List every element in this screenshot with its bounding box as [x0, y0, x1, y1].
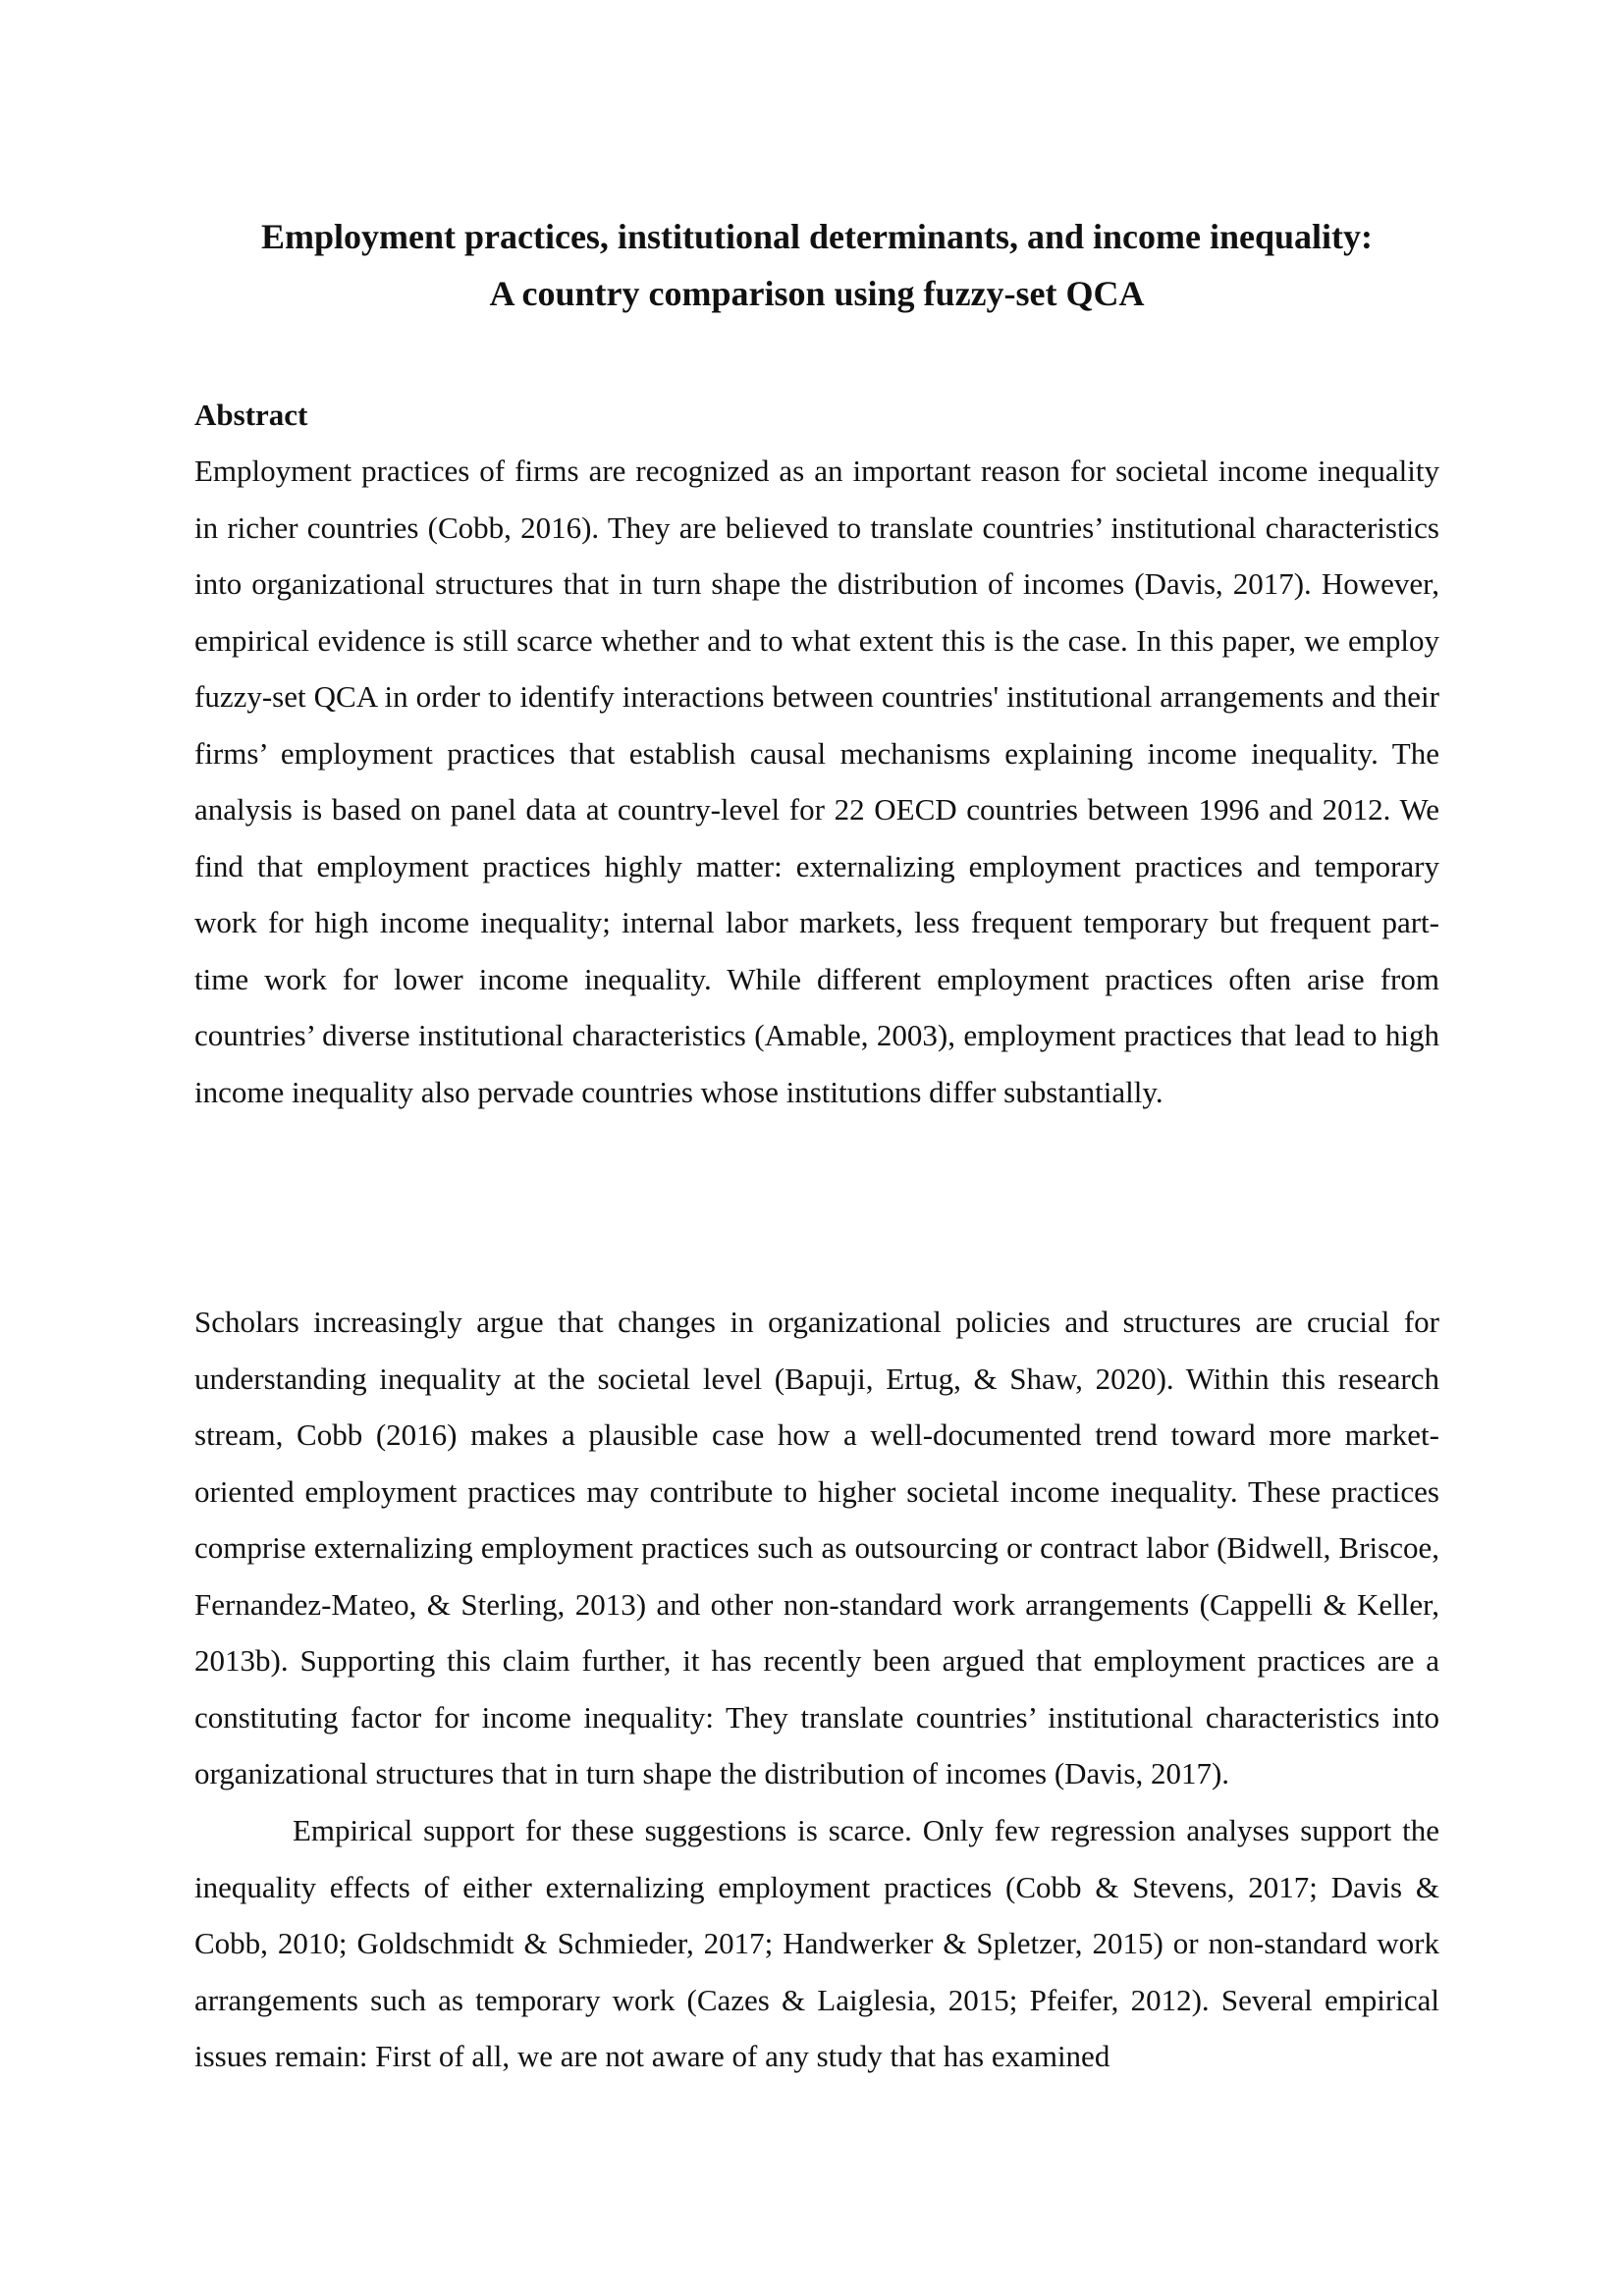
body-paragraph: Scholars increasingly argue that changes in organizational policies and structures are crucial for understanding inequality at the societal level (Bapuji, Ertug, & Shaw, 2020). Within this research stream, Cobb (2016) makes a plausible case how a well-documented trend toward more market-oriented employment practices may contribute to higher societal income inequality. These practices comprise externalizing employment practices such as outsourcing or contract labor (Bidwell, Briscoe, Fernandez-Mateo, & Sterling, 2013) and other non-standard work arrangements (Cappelli & Keller, 2013b). Supporting this claim further, it has recently been argued that employment practices are a constituting factor for income inequality: They translate countries’ institutional characteristics into organizational structures that in turn shape the distribution of incomes (Davis, 2017). [194, 1305, 1439, 1790]
paper-title [194, 208, 1439, 322]
title-line-1: Employment practices, institutional determinants, and income inequality: [261, 217, 1373, 256]
abstract-heading: Abstract [194, 398, 308, 432]
title-line-2: A country comparison using fuzzy-set QCA [489, 274, 1145, 313]
body-paragraph: Empirical support for these suggestions is scarce. Only few regression analyses support the inequality effects of either externalizing employment practices (Cobb & Stevens, 2017; Davis & Cobb, 2010; Goldschmidt & Schmieder, 2017; Handwerker & Spletzer, 2015) or non-standard work arrangements such as temporary work (Cazes & Laiglesia, 2015; Pfeifer, 2012). Several empirical issues remain: First of all, we are not aware of any study that has examined [194, 1813, 1439, 2073]
abstract-text: Employment practices of firms are recognized as an important reason for societal income inequality in richer countries (Cobb, 2016). They are believed to translate countries’ institutional characteristics into organizational structures that in turn shape the distribution of incomes (Davis, 2017). However, empirical evidence is still scarce whether and to what extent this is the case. In this paper, we employ fuzzy-set QCA in order to identify interactions between countries' institutional arrangements and their firms’ employment practices that establish causal mechanisms explaining income inequality. The analysis is based on panel data at country-level for 22 OECD countries between 1996 and 2012. We find that employment practices highly matter: externalizing employment practices and temporary work for high income inequality; internal labor markets, less frequent temporary but frequent part-time work for lower income inequality. While different employment practices often arise from countries’ diverse institutional characteristics (Amable, 2003), employment practices that lead to high income inequality also pervade countries whose institutions differ substantially. [194, 454, 1439, 1109]
